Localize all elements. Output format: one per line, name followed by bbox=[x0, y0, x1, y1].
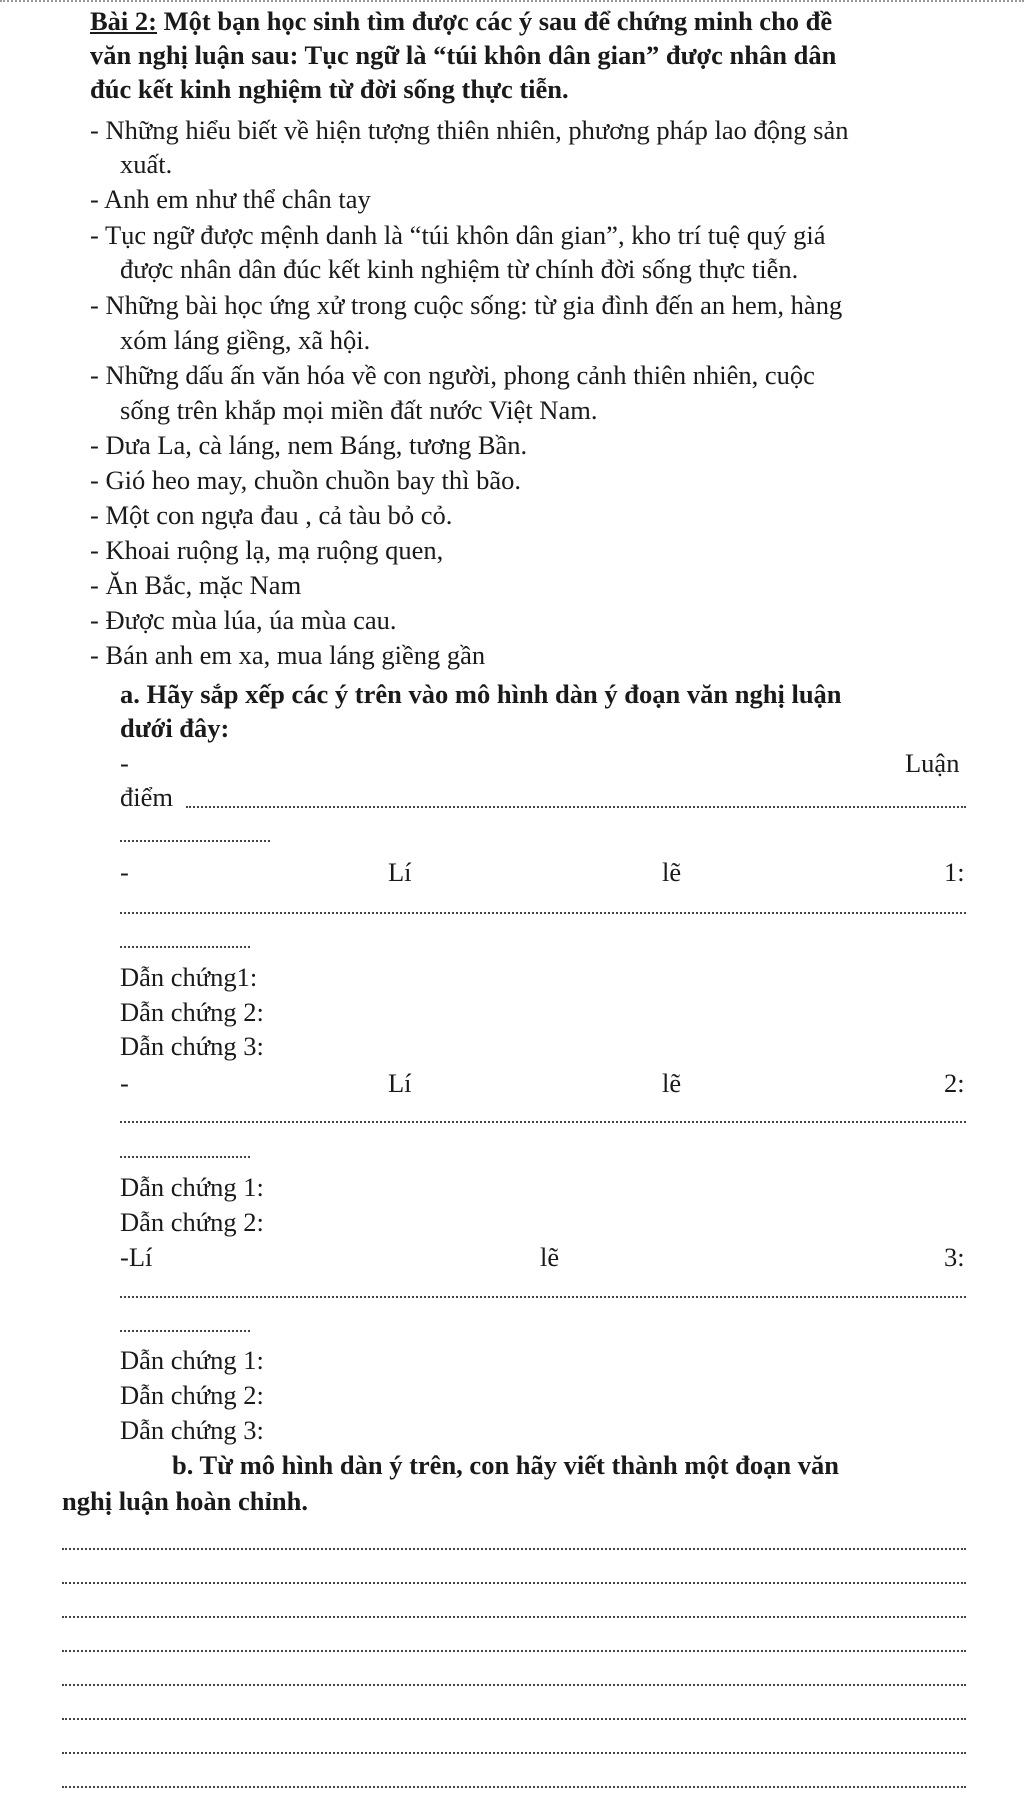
idea-line: được nhân dân đúc kết kinh nghiệm từ chính đời sống thực tiễn. bbox=[120, 254, 799, 284]
idea-line: - Những hiểu biết về hiện tượng thiên nhiên, phương pháp lao động sản bbox=[90, 115, 849, 145]
thesis-label-diem: điểm bbox=[120, 782, 173, 812]
idea-line: - Những bài học ứng xử trong cuộc sống: từ gia đình đến an hem, hàng bbox=[90, 290, 843, 320]
reason-2-dash: - bbox=[120, 1068, 129, 1098]
thesis-label-luan: Luận bbox=[905, 748, 960, 778]
exercise-label: Bài 2: bbox=[90, 6, 157, 36]
part-b-heading-line-1: b. Từ mô hình dàn ý trên, con hãy viết thành một đoạn văn bbox=[172, 1450, 840, 1480]
reason-3-li: -Lí bbox=[120, 1242, 153, 1272]
reason-2-blank[interactable] bbox=[120, 1121, 966, 1123]
reason-2-number: 2: bbox=[944, 1068, 965, 1098]
part-a-heading-line-2: dưới đây: bbox=[120, 713, 230, 743]
reason-3-le: lẽ bbox=[540, 1242, 560, 1272]
reason-3-evidence-2: Dẫn chứng 2: bbox=[120, 1380, 264, 1410]
reason-1-dash: - bbox=[120, 857, 129, 887]
reason-1-number: 1: bbox=[944, 857, 965, 887]
thesis-dash: - bbox=[120, 748, 129, 778]
idea-line: - Khoai ruộng lạ, mạ ruộng quen, bbox=[90, 535, 444, 565]
idea-line: xuất. bbox=[120, 149, 173, 179]
reason-3-blank-cont[interactable] bbox=[120, 1330, 250, 1332]
reason-3-number: 3: bbox=[944, 1242, 965, 1272]
reason-1-le: lẽ bbox=[662, 857, 682, 887]
writing-line[interactable] bbox=[62, 1548, 966, 1550]
idea-line: - Anh em như thể chân tay bbox=[90, 184, 371, 214]
writing-line[interactable] bbox=[62, 1582, 966, 1584]
reason-3-blank[interactable] bbox=[120, 1296, 966, 1298]
idea-line: xóm láng giềng, xã hội. bbox=[120, 325, 371, 355]
idea-line: - Gió heo may, chuồn chuồn bay thì bão. bbox=[90, 465, 522, 495]
reason-1-evidence-3: Dẫn chứng 3: bbox=[120, 1031, 264, 1061]
reason-2-le: lẽ bbox=[662, 1068, 682, 1098]
part-a-heading-line-1: a. Hãy sắp xếp các ý trên vào mô hình dàn ý đoạn văn nghị luận bbox=[120, 679, 842, 709]
thesis-blank[interactable] bbox=[186, 806, 966, 808]
reason-1-blank[interactable] bbox=[120, 912, 966, 914]
idea-line: - Được mùa lúa, úa mùa cau. bbox=[90, 605, 397, 635]
exercise-title-line-1 bbox=[90, 4, 832, 38]
reason-2-evidence-1: Dẫn chứng 1: bbox=[120, 1172, 264, 1202]
thesis-blank-cont[interactable] bbox=[120, 840, 270, 842]
reason-1-blank-cont[interactable] bbox=[120, 946, 250, 948]
writing-line[interactable] bbox=[62, 1718, 966, 1720]
reason-1-evidence-2: Dẫn chứng 2: bbox=[120, 997, 264, 1027]
reason-3-evidence-3: Dẫn chứng 3: bbox=[120, 1415, 264, 1445]
reason-2-blank-cont[interactable] bbox=[120, 1156, 250, 1158]
reason-1-li: Lí bbox=[388, 857, 412, 887]
idea-line: - Dưa La, cà láng, nem Báng, tương Bần. bbox=[90, 430, 528, 460]
reason-1-evidence-1: Dẫn chứng1: bbox=[120, 962, 258, 992]
exercise-title-line-2: văn nghị luận sau: Tục ngữ là “túi khôn dân gian” được nhân dân bbox=[90, 40, 837, 70]
idea-line: - Những dấu ấn văn hóa về con người, phong cảnh thiên nhiên, cuộc bbox=[90, 360, 815, 390]
reason-2-li: Lí bbox=[388, 1068, 412, 1098]
part-b-heading-line-2: nghị luận hoàn chỉnh. bbox=[62, 1486, 308, 1516]
exercise-title-text: Một bạn học sinh tìm được các ý sau để chứng minh cho đề bbox=[163, 6, 833, 36]
idea-line: sống trên khắp mọi miền đất nước Việt Nam. bbox=[120, 395, 598, 425]
idea-line: - Bán anh em xa, mua láng giềng gần bbox=[90, 640, 486, 670]
writing-line[interactable] bbox=[62, 1650, 966, 1652]
writing-line[interactable] bbox=[62, 1684, 966, 1686]
idea-line: - Một con ngựa đau , cả tàu bỏ cỏ. bbox=[90, 500, 453, 530]
writing-line[interactable] bbox=[62, 1616, 966, 1618]
exercise-title-line-3: đúc kết kinh nghiệm từ đời sống thực tiễn. bbox=[90, 74, 569, 104]
writing-line[interactable] bbox=[62, 1786, 966, 1788]
idea-line: - Ăn Bắc, mặc Nam bbox=[90, 570, 302, 600]
writing-line[interactable] bbox=[62, 1752, 966, 1754]
reason-3-evidence-1: Dẫn chứng 1: bbox=[120, 1345, 264, 1375]
idea-line: - Tục ngữ được mệnh danh là “túi khôn dân gian”, kho trí tuệ quý giá bbox=[90, 220, 826, 250]
reason-2-evidence-2: Dẫn chứng 2: bbox=[120, 1207, 264, 1237]
